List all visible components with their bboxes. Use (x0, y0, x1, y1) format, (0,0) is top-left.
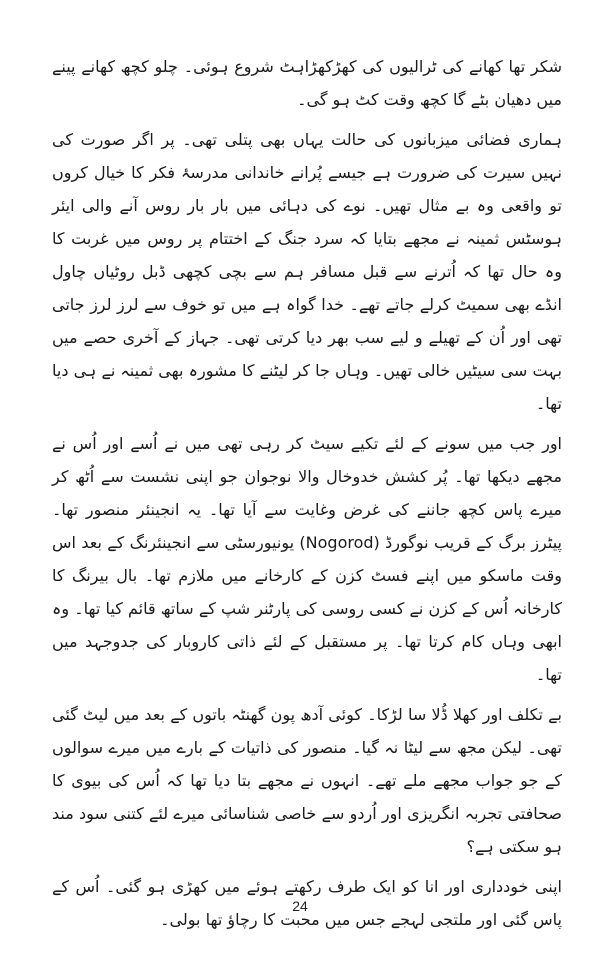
paragraph-5: اپنی خودداری اور انا کو ایک طرف رکھتے ہوئے میں کھڑی ہو گئی۔ اُس کے پاس گئی اور ملتجی لہجے جس میں محبت کا رچاؤ تھا بولی۔ (52, 877, 562, 929)
paragraph-3: اور جب میں سونے کے لئے تکیے سیٹ کر رہی تھی میں نے اُسے اور اُس نے مجھے دیکھا تھا۔ پُر کشش خدوخال والا نوجوان جو اپنی نشست سے اُٹھ کر میرے پاس کچھ جاننے کی غرض وغایت سے آیا تھا۔ یہ انجینئر منصور تھا۔ پیٹرز برگ کے قریب نوگورڈ (Nogorod) یونیورسٹی سے انجینئرنگ کے بعد اس وقت ماسکو میں اپنے فسٹ کزن کے کارخانے میں ملازم تھا۔ بال بیرنگ کا کارخانہ اُس کے کزن نے کسی روسی کی پارٹنر شپ کے ساتھ قائم کیا تھا۔ وہ ابھی وہاں کام کرتا تھا۔ پر مستقبل کے لئے ذاتی کاروبار کی جدوجہد میں تھا۔ (52, 434, 562, 684)
page-number: 24 (292, 898, 308, 914)
paragraph-2: ہماری فضائی میزبانوں کی حالت یہاں بھی پتلی تھی۔ پر اگر صورت کی نہیں سیرت کی ضرورت ہے جیسے پُرانے خاندانی مدرسۂ فکر کا خیال کروں تو واقعی وہ بے مثال تھیں۔ نوے کی دہائی میں بار بار روس آنے والی ایئر ہوسٹس ثمینہ نے مجھے بتایا کہ سرد جنگ کے اختتام پر روس میں غربت کا وہ حال تھا کہ اُترنے سے قبل مسافر ہم سے بچی کچھی ڈبل روٹیاں چاول انڈے بھی سمیٹ کرلے جاتے تھے۔ خدا گواہ ہے میں تو خوف سے لرز لرز جاتی تھی اور اُن کے تھیلے و لیے سب بھر دیا کرتی تھی۔ جہاز کے آخری حصے میں بہت سی سیٹیں خالی تھیں۔ وہاں جا کر لیٹنے کا مشورہ بھی ثمینہ نے ہی دیا تھا۔ (52, 130, 562, 413)
paragraph-1: شکر تھا کھانے کی ٹرالیوں کی کھڑکھڑاہٹ شروع ہوئی۔ چلو کچھ کھانے پینے میں دھیان بٹے گا کچھ وقت کٹ ہو گی۔ (52, 57, 562, 109)
paragraph-4: بے تکلف اور کھلا ڈُلا سا لڑکا۔ کوئی آدھ پون گھنٹہ باتوں کے بعد میں لیٹ گئی تھی۔ لیکن مجھ سے لیٹا نہ گیا۔ منصور کی ذاتیات کے بارے میں میرے سوالوں کے جو جواب مجھے ملے تھے۔ انہوں نے مجھے بتا دیا تھا کہ اُس کی بیوی کا صحافتی تجربہ انگریزی اور اُردو سے خاصی شناسائی میرے لئے کتنی سود مند ہو سکتی ہے؟ (52, 705, 562, 856)
